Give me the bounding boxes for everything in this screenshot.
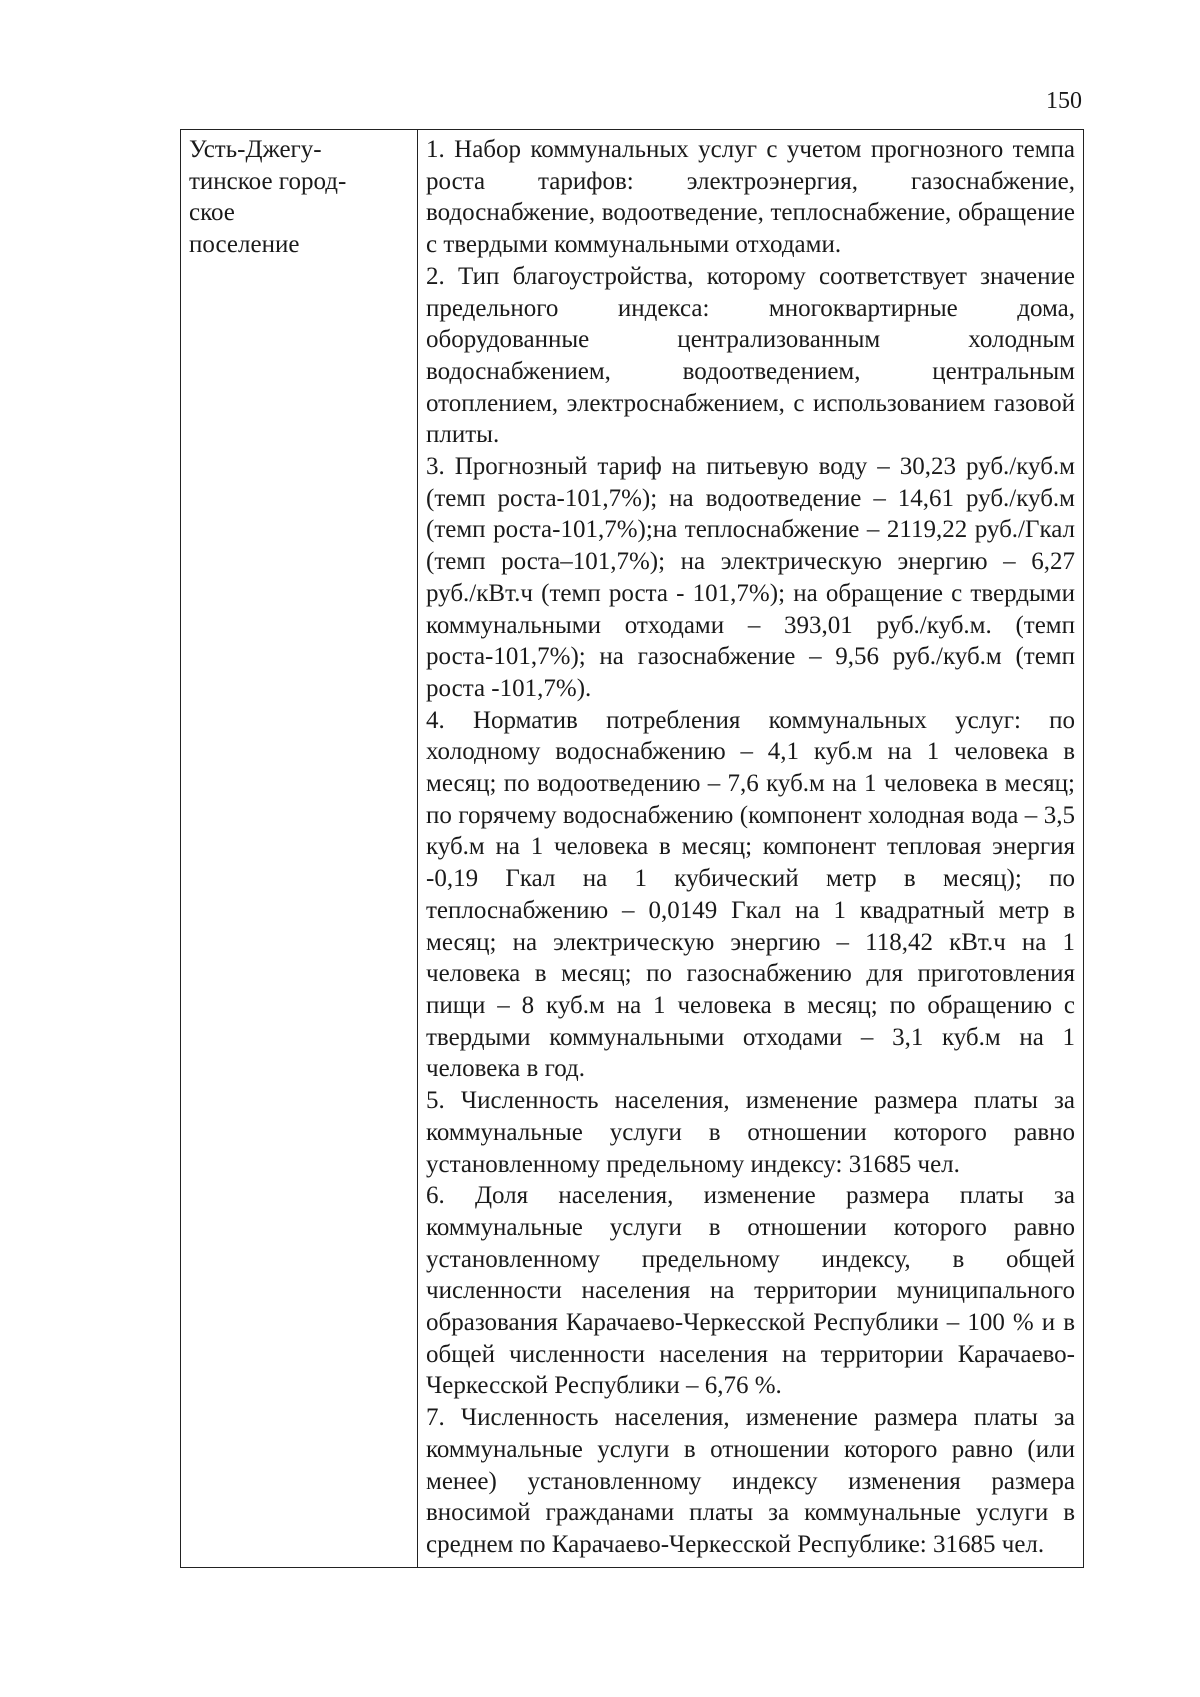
settlement-name-cell <box>181 130 418 1568</box>
forecast-tariff-item: 3. Прогнозный тариф на питьевую воду – 30,23 руб./куб.м (темп роста-101,7%); на водоотведение – 14,61 руб./куб.м (темп роста-101,7%);на теплоснабжение – 2119,22 руб./Гкал (темп роста–101,7%); на электрическую энергию – 6,27 руб./кВт.ч (темп роста - 101,7%); на обращение с твердыми коммунальными отходами – 393,01 руб./куб.м. (темп роста-101,7%); на газоснабжение – 9,56 руб./куб.м (темп роста -101,7%). <box>426 453 1075 702</box>
settlement-name-line: Усть-Джегу- <box>189 136 322 163</box>
table-row <box>181 130 1084 1568</box>
settlement-name-line: поселение <box>189 231 300 259</box>
settlement-name-line: тинское город- <box>189 167 347 195</box>
population-below-index-item: 7. Численность населения, изменение размера платы за коммунальные услуги в отношении которого равно (или менее) установленному индексу изменения размера вносимой гражданами платы за коммунальные услуги в среднем по Карачаево-Черкесской Республике: 31685 чел. <box>426 1404 1075 1558</box>
utility-services-set-item: 1. Набор коммунальных услуг с учетом прогнозного темпа роста тарифов: электроэнергия, газоснабжение, водоснабжение, водоотведение, теплоснабжение, обращение с твердыми коммунальными отходами. <box>426 136 1075 259</box>
population-share-item: 6. Доля населения, изменение размера платы за коммунальные услуги в отношении которого равно установленному предельному индексу, в общей численности населения на территории муниципального образования Карачаево-Черкесской Республики – 100 % и в общей численности населения на территории Карачаево-Черкесской Республики – 6,76 %. <box>426 1182 1075 1400</box>
consumption-standard-item: 4. Норматив потребления коммунальных услуг: по холодному водоснабжению – 4,1 куб.м на 1 человека в месяц; по водоотведению – 7,6 куб.м на 1 человека в месяц; по горячему водоснабжению (компонент холодная вода – 3,5 куб.м на 1 человека в месяц; компонент тепловая энергия -0,19 Гкал на 1 кубический метр в месяц); по теплоснабжению – 0,0149 Гкал на 1 квадратный метр в месяц; на электрическую энергию – 118,42 кВт.ч на 1 человека в месяц; по газоснабжению для приготовления пищи – 8 куб.м на 1 человека в месяц; по обращению с твердыми коммунальными отходами – 3,1 куб.м на 1 человека в год. <box>426 706 1075 1083</box>
settlement-name-line: ское <box>189 199 235 227</box>
page-number: 150 <box>1046 88 1082 114</box>
document-table <box>180 129 1084 1568</box>
population-count-item: 5. Численность населения, изменение размера платы за коммунальные услуги в отношении которого равно установленному предельному индексу: 31685 чел. <box>426 1087 1075 1178</box>
improvement-type-item: 2. Тип благоустройства, которому соответствует значение предельного индекса: многоквартирные дома, оборудованные централизованным холодным водоснабжением, водоотведением, центральным отоплением, электроснабжением, с использованием газовой плиты. <box>426 262 1075 449</box>
details-cell <box>418 130 1084 1568</box>
